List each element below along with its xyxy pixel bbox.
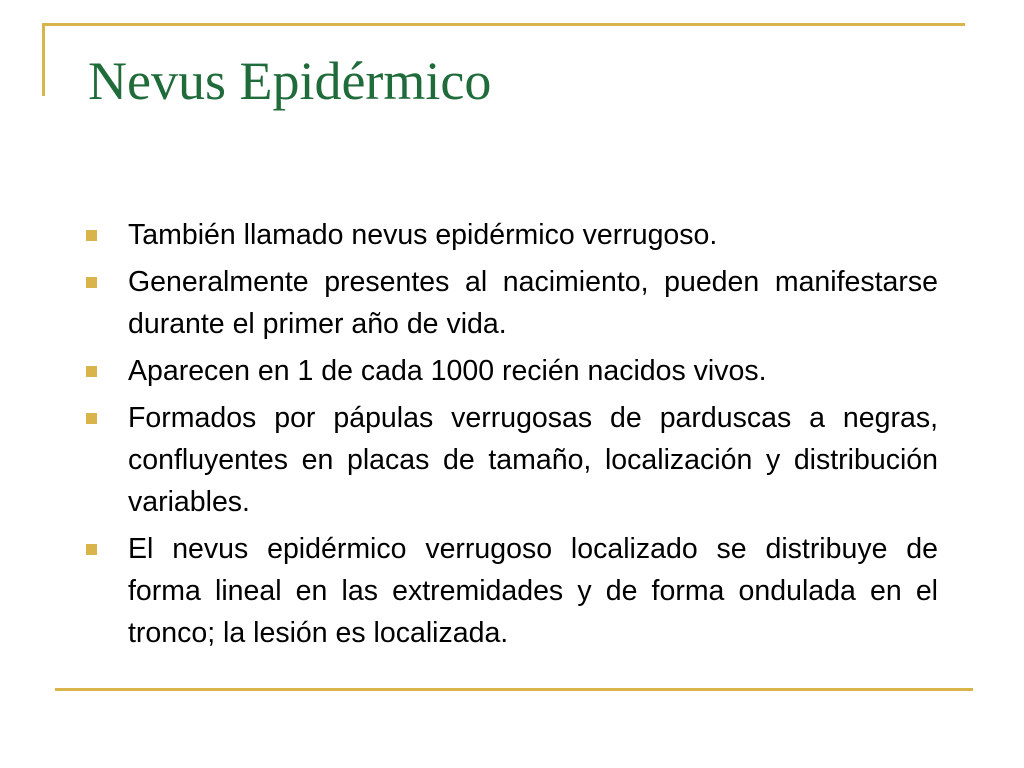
square-bullet-icon <box>86 230 97 241</box>
square-bullet-icon <box>86 413 97 424</box>
square-bullet-icon <box>86 544 97 555</box>
bullet-item <box>86 214 938 256</box>
bullet-text: El nevus epidérmico verrugoso localizado se distribuye de forma lineal en las extremidades y de forma ondulada en el tronco; la lesión es localizada. <box>128 533 938 649</box>
frame-top-rule <box>43 23 965 26</box>
slide-title: Nevus Epidérmico <box>88 51 492 111</box>
frame-left-rule <box>42 23 45 96</box>
bullet-item <box>86 528 938 654</box>
bullet-text: Formados por pápulas verrugosas de parduscas a negras, confluyentes en placas de tamaño, localización y distribución variables. <box>128 402 938 518</box>
bullet-list <box>86 214 938 659</box>
bullet-item <box>86 397 938 523</box>
bullet-item <box>86 350 938 392</box>
bullet-item <box>86 261 938 345</box>
bullet-text: Generalmente presentes al nacimiento, pueden manifestarse durante el primer año de vida. <box>128 266 938 340</box>
bullet-text: También llamado nevus epidérmico verrugoso. <box>128 219 718 251</box>
frame-bottom-rule <box>55 688 973 691</box>
square-bullet-icon <box>86 366 97 377</box>
bullet-text: Aparecen en 1 de cada 1000 recién nacidos vivos. <box>128 355 767 387</box>
square-bullet-icon <box>86 277 97 288</box>
